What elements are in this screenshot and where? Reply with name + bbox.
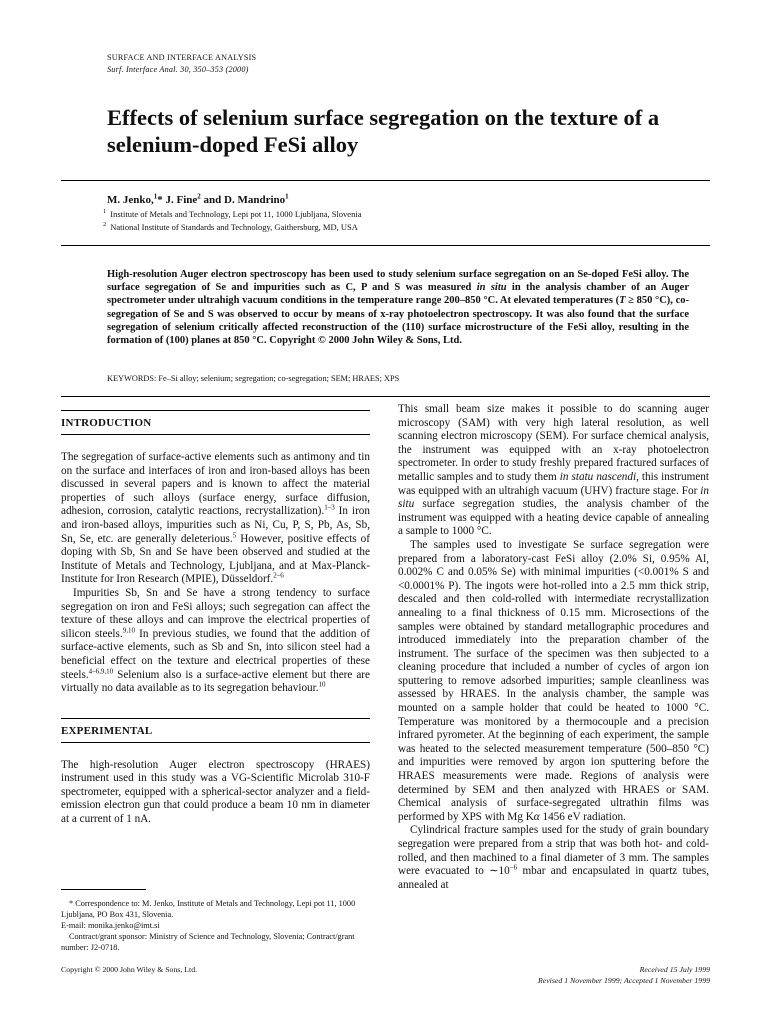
experimental-paragraph-3: The samples used to investigate Se surface segregation were prepared from a laboratory-cast FeSi alloy (2.0% Si, 0.95% Al, 0.002% C and 0.05% Se) with minimal impurities (<0.001% S and <0.0001% P). The ingots were hot-rolled into a 2.5 mm thick strip, descaled and then cold-rolled with intermediate recrystallization annealing to a final thickness of 0.15 mm. Microsections of the samples were obtained by standard metallographic procedures and introduced immediately into the preparation chamber of the instrument. The surface of the specimen was then subjected to a cleaning procedure that included a number of cycles of argon ion sputtering to remove adsorbed impurities; sample cleanliness was assessed by HRAES. In the analysis chamber, the sample was mounted on a sample holder that could be heated to 1000 °C. Temperature was monitored by a thermocouple and a precision infrared pyrometer. At the beginning of each experiment, the sample was heated to the selected measurement temperature (500–850 °C) and impurities were removed by argon ion sputtering before the HRAES measurements were made. Regions of analysis were determined by SEM and then analyzed with HRAES or SAM. Chemical analysis of surface-segregated ultrathin films was performed by XPS with Mg Kα 1456 eV radiation. — [398, 538, 709, 823]
journal-name: SURFACE AND INTERFACE ANALYSIS — [107, 53, 257, 62]
abstract-divider — [61, 245, 710, 246]
copyright-notice: Copyright © 2000 John Wiley & Sons, Ltd. — [61, 965, 198, 974]
grant-note: Contract/grant sponsor: Ministry of Science and Technology, Slovenia; Contract/grant number: J2-0718. — [61, 932, 355, 952]
intro-paragraph-2: Impurities Sb, Sn and Se have a strong tendency to surface segregation on iron and FeSi alloys; such segregation can affect the texture of these alloys and can improve the electrical properties of silicon steels.$^{9,10}$ In previous studies, we found that the addition of surface-active elements, such as Sb and Sn, into silicon steel had a beneficial effect on the texture and electrical properties of these steels.$^{4-6,9,10}$ Selenium also is a surface-active element but there are virtually no data available as to its segregation behaviour.$^{10}$ — [61, 586, 371, 695]
revised-accepted-date: Revised 1 November 1999; Accepted 1 November 1999 — [538, 975, 710, 985]
journal-header — [107, 52, 507, 76]
intro-paragraph-1: The segregation of surface-active elements such as antimony and tin on the surface and interfaces of iron and iron-based alloys has been discussed in several papers and is known to affect the material properties of such alloys (surface energy, surface diffusion, adhesion, corrosion, catalytic reactions, recrystallization).$^{1-3}$ In iron and iron-based alloys, impurities such as Ni, Cu, P, S, Pb, As, Sb, Sn, Se, etc. are generally deleterious.$^5$ However, positive effects of doping with Sb, Sn and Se have been observed and studied at the Institute of Metals and Technology, Ljubljana, and at Max-Planck-Institute for Iron Research (MPIE), Düsseldorf.$^{2-6}$ — [61, 451, 370, 586]
keywords: KEYWORDS: Fe–Si alloy; selenium; segregation; co-segregation; SEM; HRAES; XPS — [107, 374, 400, 383]
introduction-heading: INTRODUCTION — [61, 417, 152, 429]
publication-dates — [538, 965, 710, 986]
correspondence-note: * Correspondence to: M. Jenko, Institute of Metals and Technology, Lepi pot 11, 1000 Ljubljana, PO Box 431, Slovenia. — [61, 899, 356, 919]
journal-citation: Surf. Interface Anal. 30, 350–353 (2000) — [107, 65, 249, 74]
footnote — [61, 898, 370, 953]
footnote-rule — [61, 889, 146, 890]
section-rule — [61, 718, 370, 719]
experimental-paragraph-2: This small beam size makes it possible to do scanning auger microscopy (SAM) with very high lateral resolution, as well scanning electron microscopy (SEM). For surface chemical analysis, the instrument was equipped with an x-ray photoelectron spectrometer. In order to study freshly prepared fractured surfaces of metallic samples and to study them in statu nascendi, this instrument was equipped with an ultrahigh vacuum (UHV) fracture stage. For in situ surface segregation studies, the analysis chamber of the instrument was equipped with a heating device capable of annealing a sample to 1000 °C. — [398, 403, 709, 538]
paper-title: Effects of selenium surface segregation on the texture of a selenium-doped FeSi alloy — [107, 105, 660, 157]
author-list: M. Jenko,$^1$* J. Fine$^2$ and D. Mandrino$^1$ — [107, 192, 289, 206]
left-column — [61, 410, 370, 827]
title-divider — [61, 180, 710, 181]
section-rule — [61, 434, 370, 435]
received-date: Received 15 July 1999 — [639, 965, 710, 974]
right-column — [398, 403, 709, 892]
affiliation-2: $^2$ National Institute of Standards and Technology, Gaithersburg, MD, USA — [103, 221, 358, 232]
affiliation-1: $^1$ Institute of Metals and Technology, Lepi pot 11, 1000 Ljubljana, Slovenia — [103, 208, 362, 219]
experimental-heading: EXPERIMENTAL — [61, 724, 153, 737]
experimental-paragraph-1: The high-resolution Auger electron spectroscopy (HRAES) instrument used in this study was a VG-Scientific Microlab 310-F spectrometer, equipped with a spherical-sector analyzer and a field-emission electron gun that could produce a beam 10 nm in diameter at a current of 1 nA. — [61, 758, 370, 826]
section-rule — [61, 410, 370, 411]
keywords-divider — [61, 396, 710, 397]
experimental-paragraph-4: Cylindrical fracture samples used for the study of grain boundary segregation were prepared from a strip that was both hot- and cold-rolled, and then machined to a final diameter of 3 mm. The samples were evacuated to $\sim 10^{-6}$ mbar and encapsulated in quartz tubes, annealed at — [398, 824, 709, 891]
abstract: High-resolution Auger electron spectroscopy has been used to study selenium surface segregation on an Se-doped FeSi alloy. The surface segregation of Se and impurities such as C, P and S was measured in situ in the analysis chamber of an Auger spectrometer under ultrahigh vacuum conditions in the temperature range 200–850 °C. At elevated temperatures (T ≥ 850 °C), co-segregation of Se and S was observed to occur by means of x-ray photoelectron spectroscopy. It was also found that the surface segregation of selenium critically affected reconstruction of the (110) surface microstructure of the FeSi alloy, resulting in the formation of (100) planes at 850 °C. Copyright © 2000 John Wiley & Sons, Ltd. — [107, 269, 689, 347]
email-note: E-mail: monika.jenko@imt.si — [61, 921, 160, 930]
section-rule — [61, 742, 370, 743]
